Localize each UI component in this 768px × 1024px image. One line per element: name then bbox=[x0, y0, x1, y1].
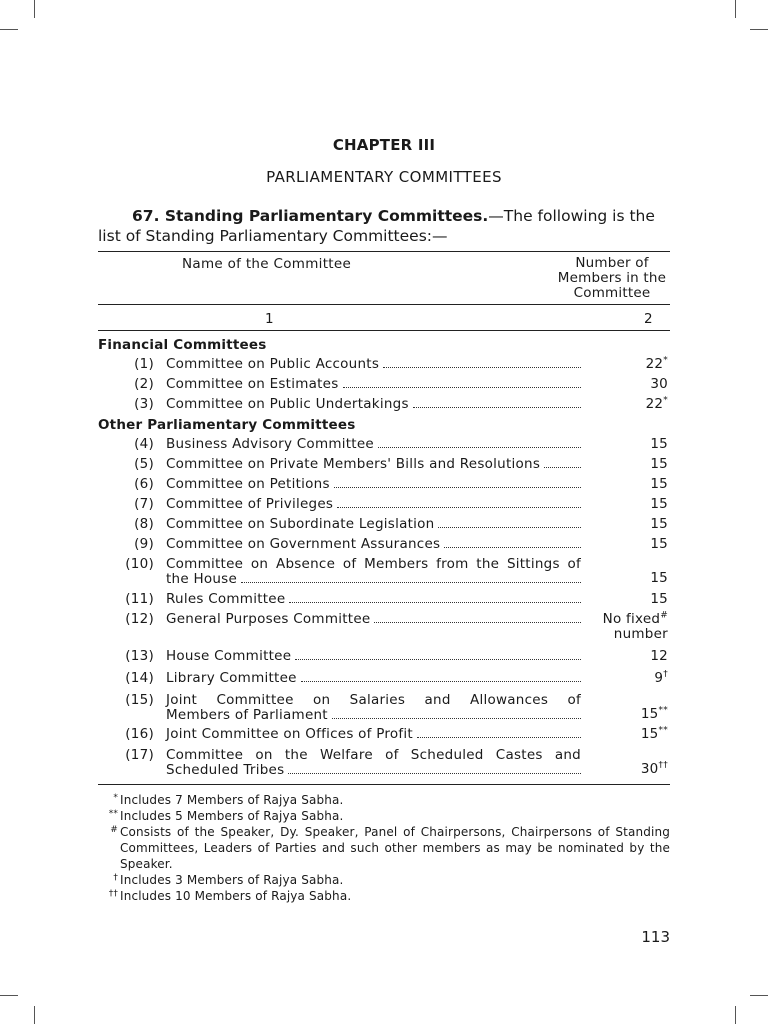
table-bottom-rule bbox=[98, 784, 670, 785]
row-value bbox=[578, 592, 668, 607]
row-value-number: 15 bbox=[640, 706, 659, 722]
row-name bbox=[166, 727, 581, 742]
row-value-number: 30 bbox=[640, 761, 659, 777]
section-heading: 67. Standing Parliamentary Committees. bbox=[132, 207, 489, 225]
row-value bbox=[578, 357, 668, 372]
leader-dots bbox=[438, 527, 581, 528]
chapter-subtitle: PARLIAMENTARY COMMITTEES bbox=[266, 168, 502, 186]
page-number: 113 bbox=[641, 928, 670, 946]
footnote-marker: * bbox=[113, 793, 118, 803]
column-header-number-line: Committee bbox=[573, 285, 651, 301]
row-name-text: the House bbox=[166, 571, 238, 587]
row-value bbox=[578, 437, 668, 452]
row-name-line-2 bbox=[166, 763, 581, 778]
row-name-text: House Committee bbox=[166, 648, 292, 664]
leader-dots bbox=[301, 681, 581, 682]
intro-line-1-rest: —The following is the bbox=[488, 207, 655, 225]
row-name bbox=[166, 649, 581, 664]
crop-mark bbox=[750, 995, 768, 996]
row-value-number: 15 bbox=[640, 726, 659, 742]
row-name-text: Scheduled Tribes bbox=[166, 762, 285, 778]
row-name-line-1: Committee on the Welfare of Scheduled Castes and bbox=[166, 747, 581, 763]
row-value-number: 9 bbox=[654, 670, 664, 686]
footnote-text: Includes 10 Members of Rajya Sabha. bbox=[120, 889, 352, 903]
leader-dots bbox=[337, 507, 581, 508]
leader-dots bbox=[343, 387, 582, 388]
row-number: (13) bbox=[125, 648, 154, 664]
header-rule bbox=[98, 304, 670, 305]
row-name-text: Joint Committee on Offices of Profit bbox=[166, 726, 413, 742]
row-name-text: Committee on Public Undertakings bbox=[166, 396, 409, 412]
row-name-text: Business Advisory Committee bbox=[166, 436, 374, 452]
row-name-text: Committee of Privileges bbox=[166, 496, 334, 512]
row-number: (15) bbox=[125, 692, 154, 708]
column-header-number-line: Members in the bbox=[557, 270, 667, 286]
row-value-text: No fixed bbox=[602, 611, 661, 627]
row-value bbox=[578, 537, 668, 552]
leader-dots bbox=[334, 487, 581, 488]
table-top-rule bbox=[98, 251, 670, 252]
footnote-mark: # bbox=[660, 610, 668, 621]
row-name-text: Committee on Petitions bbox=[166, 476, 330, 492]
row-value-number: 22 bbox=[645, 396, 664, 412]
leader-dots bbox=[295, 659, 581, 660]
row-value bbox=[578, 477, 668, 492]
column-number-1: 1 bbox=[265, 311, 274, 327]
row-value-number: 12 bbox=[650, 648, 668, 664]
row-name bbox=[166, 397, 581, 412]
row-value-number: 15 bbox=[650, 456, 668, 472]
row-value-number: 15 bbox=[650, 436, 668, 452]
row-number: (10) bbox=[125, 556, 154, 572]
row-value-number: 22 bbox=[645, 356, 664, 372]
leader-dots bbox=[332, 718, 581, 719]
footnote-marker: ** bbox=[108, 809, 118, 819]
leader-dots bbox=[544, 467, 581, 468]
row-name-line-1: Joint Committee on Salaries and Allowances of bbox=[166, 692, 581, 708]
row-name bbox=[166, 377, 581, 392]
row-value bbox=[578, 397, 668, 412]
intro-line-2: list of Standing Parliamentary Committees:— bbox=[98, 227, 448, 245]
row-number: (12) bbox=[125, 611, 154, 627]
row-value-line-1 bbox=[578, 612, 668, 627]
row-value-number: 30 bbox=[650, 376, 668, 392]
footnote bbox=[98, 872, 670, 888]
row-name-text: Committee on Private Members' Bills and Resolutions bbox=[166, 456, 541, 472]
row-name bbox=[166, 671, 581, 686]
footnote-mark: ** bbox=[658, 725, 668, 736]
footnote-marker: †† bbox=[108, 889, 118, 899]
row-name bbox=[166, 693, 581, 723]
row-name bbox=[166, 457, 581, 472]
crop-mark bbox=[735, 0, 736, 18]
row-value bbox=[578, 571, 668, 586]
row-number: (8) bbox=[134, 516, 154, 532]
row-number: (1) bbox=[134, 356, 154, 372]
row-value-number: 15 bbox=[650, 570, 668, 586]
row-number: (4) bbox=[134, 436, 154, 452]
row-number: (14) bbox=[125, 670, 154, 686]
footnote-marker: # bbox=[110, 825, 118, 835]
footnote-text: Includes 5 Members of Rajya Sabha. bbox=[120, 809, 344, 823]
row-value-line-2: number bbox=[613, 626, 668, 642]
row-value bbox=[578, 671, 668, 686]
row-value bbox=[578, 497, 668, 512]
leader-dots bbox=[383, 367, 581, 368]
leader-dots bbox=[378, 447, 581, 448]
row-number: (17) bbox=[125, 747, 154, 763]
row-value bbox=[578, 457, 668, 472]
leader-dots bbox=[417, 737, 581, 738]
row-value bbox=[578, 612, 668, 642]
row-value bbox=[578, 762, 668, 777]
footnote bbox=[98, 824, 670, 872]
footnote bbox=[98, 792, 670, 808]
footnote-mark: †† bbox=[658, 760, 668, 771]
footnote bbox=[98, 888, 670, 904]
row-number: (16) bbox=[125, 726, 154, 742]
leader-dots bbox=[444, 547, 581, 548]
row-name bbox=[166, 537, 581, 552]
row-number: (3) bbox=[134, 396, 154, 412]
column-header-number-line: Number of bbox=[575, 255, 649, 271]
leader-dots bbox=[288, 773, 581, 774]
column-header-number bbox=[548, 256, 676, 301]
footnote-marker: † bbox=[113, 873, 118, 883]
row-value bbox=[578, 727, 668, 742]
row-name-line-1: Committee on Absence of Members from the Sittings of bbox=[166, 556, 581, 572]
row-value bbox=[578, 707, 668, 722]
group-heading-financial: Financial Committees bbox=[98, 337, 267, 353]
row-name-text: Committee on Public Accounts bbox=[166, 356, 380, 372]
row-value bbox=[578, 517, 668, 532]
row-number: (9) bbox=[134, 536, 154, 552]
row-number: (6) bbox=[134, 476, 154, 492]
row-name-text: Committee on Estimates bbox=[166, 376, 339, 392]
crop-mark bbox=[0, 995, 18, 996]
row-value-number: 15 bbox=[650, 476, 668, 492]
leader-dots bbox=[413, 407, 581, 408]
footnote-mark: † bbox=[663, 669, 668, 680]
row-name bbox=[166, 592, 581, 607]
intro-line-1 bbox=[98, 206, 670, 226]
row-value-number: 15 bbox=[650, 591, 668, 607]
footnotes bbox=[98, 792, 670, 904]
row-name bbox=[166, 517, 581, 532]
crop-mark bbox=[750, 29, 768, 30]
row-number: (5) bbox=[134, 456, 154, 472]
row-name-line-2 bbox=[166, 572, 581, 587]
crop-mark bbox=[0, 29, 18, 30]
row-name-text: General Purposes Committee bbox=[166, 611, 371, 627]
row-name bbox=[166, 477, 581, 492]
row-name bbox=[166, 437, 581, 452]
row-value-number: 15 bbox=[650, 496, 668, 512]
row-name-text: Library Committee bbox=[166, 670, 297, 686]
crop-mark bbox=[34, 1006, 35, 1024]
column-number-rule bbox=[98, 330, 670, 331]
row-name bbox=[166, 612, 581, 627]
row-name-text: Committee on Government Assurances bbox=[166, 536, 441, 552]
column-header-name: Name of the Committee bbox=[182, 256, 352, 272]
column-number-2: 2 bbox=[644, 311, 653, 327]
footnote-mark: * bbox=[663, 395, 668, 406]
footnote bbox=[98, 808, 670, 824]
footnote-text: Includes 3 Members of Rajya Sabha. bbox=[120, 873, 344, 887]
footnote-text: Consists of the Speaker, Dy. Speaker, Panel of Chairpersons, Chairpersons of Standing Committees, Leaders of Parties and such other members as may be nominated by the Speaker. bbox=[120, 825, 670, 871]
crop-mark bbox=[735, 1006, 736, 1024]
leader-dots bbox=[289, 602, 581, 603]
row-name bbox=[166, 748, 581, 778]
row-number: (7) bbox=[134, 496, 154, 512]
row-name bbox=[166, 557, 581, 587]
footnote-mark: ** bbox=[658, 705, 668, 716]
footnote-mark: * bbox=[663, 355, 668, 366]
chapter-title: CHAPTER III bbox=[332, 136, 436, 154]
group-heading-other: Other Parliamentary Committees bbox=[98, 417, 356, 433]
row-name bbox=[166, 497, 581, 512]
row-name bbox=[166, 357, 581, 372]
footnote-text: Includes 7 Members of Rajya Sabha. bbox=[120, 793, 344, 807]
row-number: (11) bbox=[125, 591, 154, 607]
leader-dots bbox=[374, 622, 581, 623]
row-value-number: 15 bbox=[650, 516, 668, 532]
row-name-text: Members of Parliament bbox=[166, 707, 328, 723]
row-number: (2) bbox=[134, 376, 154, 392]
row-name-line-2 bbox=[166, 708, 581, 723]
row-value bbox=[578, 377, 668, 392]
row-value-number: 15 bbox=[650, 536, 668, 552]
crop-mark bbox=[34, 0, 35, 18]
section-intro bbox=[98, 206, 670, 246]
row-name-text: Committee on Subordinate Legislation bbox=[166, 516, 435, 532]
row-value bbox=[578, 649, 668, 664]
row-name-text: Rules Committee bbox=[166, 591, 286, 607]
leader-dots bbox=[241, 582, 581, 583]
